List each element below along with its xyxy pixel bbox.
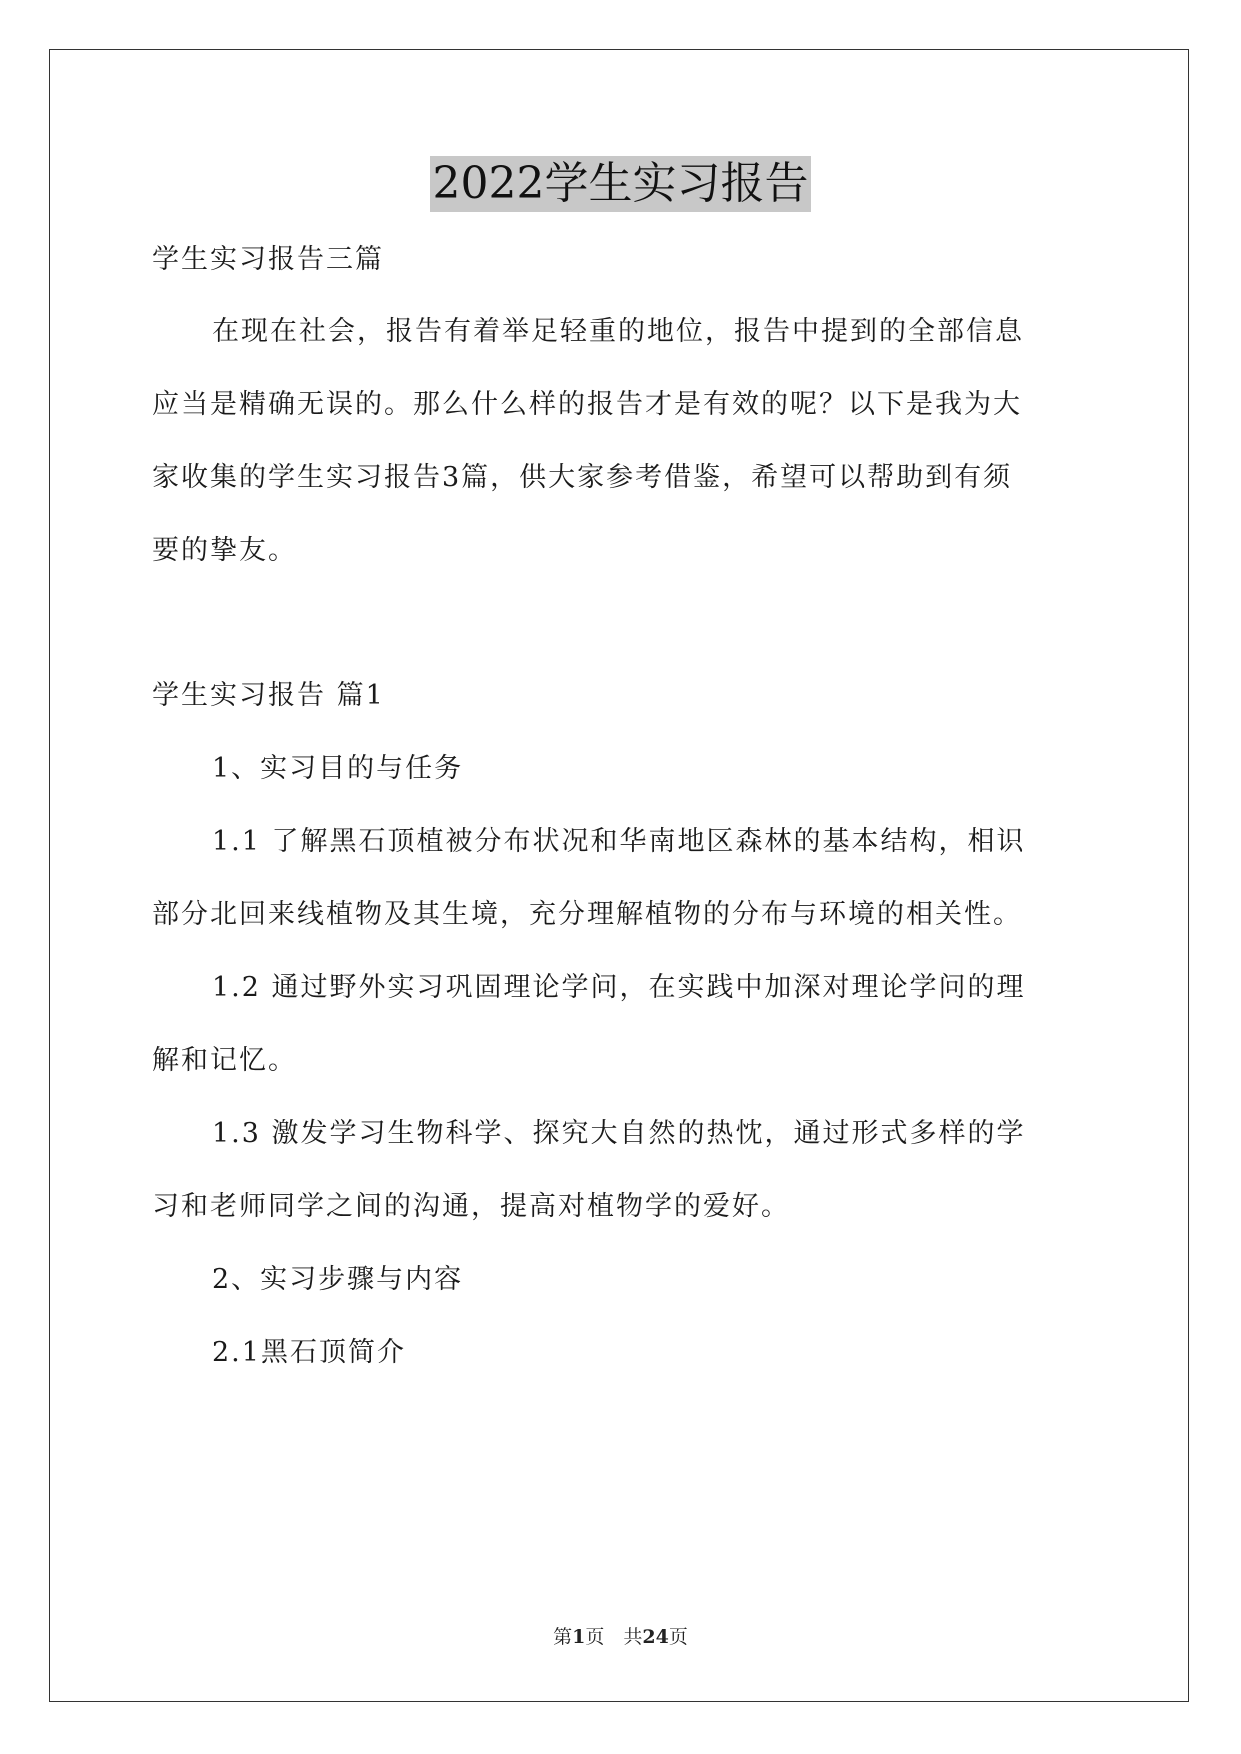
document-title: 2022学生实习报告 [430,156,812,212]
body-line-4: 1.2 通过野外实习巩固理论学问，在实践中加深对理论学问的理 [212,972,1026,1003]
intro-line-1: 在现在社会，报告有着举足轻重的地位，报告中提到的全部信息 [212,316,1024,347]
section-heading: 学生实习报告 篇1 [152,680,385,711]
body-line-7: 习和老师同学之间的沟通，提高对植物学的爱好。 [152,1191,790,1222]
intro-line-3: 家收集的学生实习报告3篇，供大家参考借鉴，希望可以帮助到有须 [152,462,1013,493]
intro-line-2: 应当是精确无误的。那么什么样的报告才是有效的呢？以下是我为大 [152,389,1022,420]
footer-page-suffix: 页 [668,1626,688,1648]
footer-page-current: 1 [572,1626,586,1648]
title-wrap [0,156,1241,212]
body-line-6: 1.3 激发学习生物科学、探究大自然的热忱，通过形式多样的学 [212,1118,1026,1149]
body-line-8: 2、实习步骤与内容 [212,1264,464,1295]
intro-line-4: 要的挚友。 [152,535,297,566]
body-line-1: 1、实习目的与任务 [212,753,464,784]
document-subtitle: 学生实习报告三篇 [152,244,384,275]
body-line-3: 部分北回来线植物及其生境，充分理解植物的分布与环境的相关性。 [152,899,1022,930]
page-border [49,49,1189,1702]
body-line-2: 1.1 了解黑石顶植被分布状况和华南地区森林的基本结构，相识 [212,826,1026,857]
body-line-5: 解和记忆。 [152,1045,297,1076]
footer-page-mid: 页 共 [585,1626,643,1648]
footer-page-prefix: 第 [553,1626,573,1648]
body-line-9: 2.1黑石顶简介 [212,1337,406,1368]
page-footer [0,1624,1241,1650]
footer-page-total: 24 [642,1626,669,1648]
